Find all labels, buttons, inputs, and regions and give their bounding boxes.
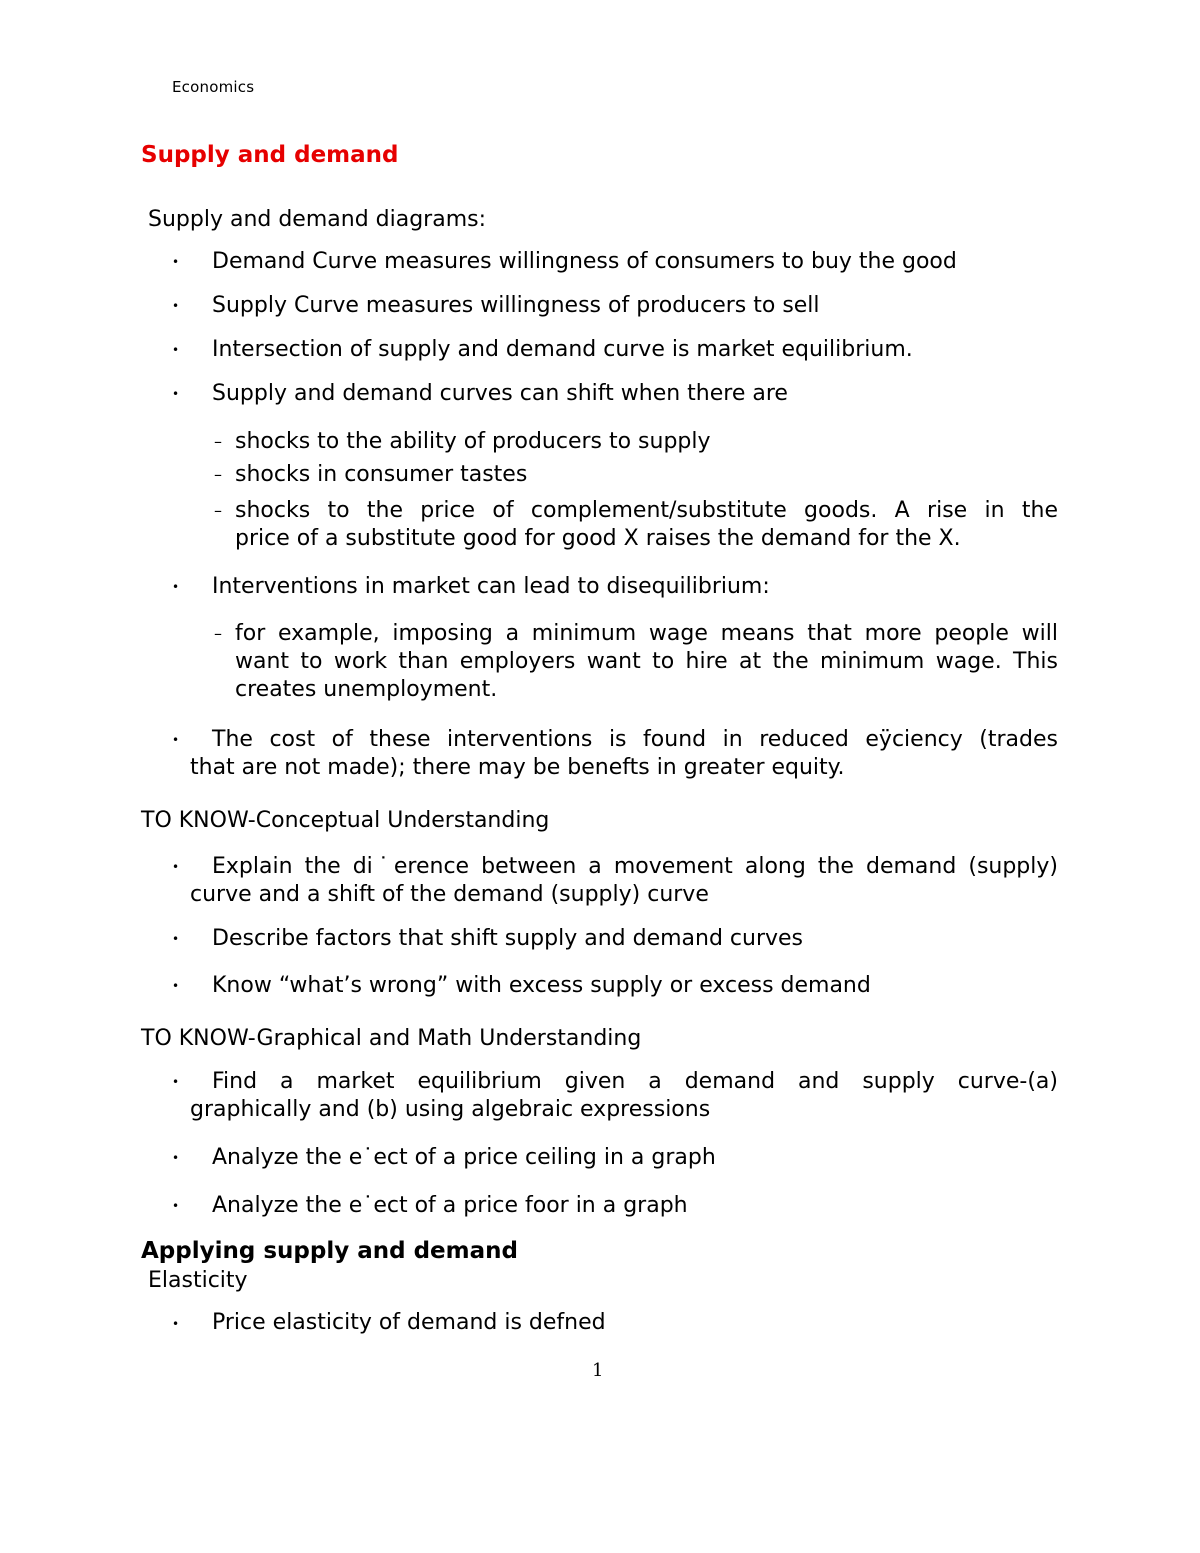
sub-list-item: shocks to the price of complement/substitute goods. A rise in the — [235, 498, 1058, 523]
list-item: Intersection of supply and demand curve is market equilibrium. — [212, 337, 913, 362]
list-item-continued: graphically and (b) using algebraic expressions — [190, 1097, 711, 1122]
dash-icon: – — [214, 624, 222, 643]
list-item: Explain the di˙erence between a movement along the demand (supply) — [212, 854, 1058, 879]
list-item: Interventions in market can lead to disequilibrium: — [212, 574, 770, 599]
bullet-icon: • — [172, 860, 180, 874]
list-item: The cost of these interventions is found in reduced eÿciency (trades — [212, 727, 1058, 752]
sub-list-item-continued: creates unemployment. — [235, 677, 498, 702]
bullet-icon: • — [172, 255, 180, 269]
list-item: Analyze the e˙ect of a price ceiling in a graph — [212, 1145, 716, 1170]
intro-text: Supply and demand diagrams: — [148, 207, 487, 232]
section-heading-conceptual: TO KNOW-Conceptual Understanding — [141, 808, 550, 833]
bullet-icon: • — [172, 580, 180, 594]
bullet-icon: • — [172, 932, 180, 946]
list-item: Price elasticity of demand is defned — [212, 1310, 606, 1335]
list-item: Analyze the e˙ect of a price foor in a graph — [212, 1193, 688, 1218]
sub-list-item: shocks in consumer tastes — [235, 462, 528, 487]
list-item: Describe factors that shift supply and demand curves — [212, 926, 804, 951]
bullet-icon: • — [172, 733, 180, 747]
bullet-icon: • — [172, 979, 180, 993]
bullet-icon: • — [172, 1199, 180, 1213]
running-header: Economics — [172, 78, 255, 96]
sub-list-item: shocks to the ability of producers to supply — [235, 429, 711, 454]
dash-icon: – — [214, 501, 222, 520]
section-title-supply-demand: Supply and demand — [141, 142, 399, 168]
bullet-icon: • — [172, 343, 180, 357]
section-heading-graphical: TO KNOW-Graphical and Math Understanding — [141, 1026, 642, 1051]
page-number: 1 — [592, 1360, 604, 1381]
list-item: Find a market equilibrium given a demand and supply curve-(a) — [212, 1069, 1058, 1094]
bullet-icon: • — [172, 1317, 180, 1331]
list-item: Know “what’s wrong” with excess supply or excess demand — [212, 973, 871, 998]
list-item-continued: curve and a shift of the demand (supply) curve — [190, 882, 709, 907]
bullet-icon: • — [172, 299, 180, 313]
list-item: Supply and demand curves can shift when there are — [212, 381, 788, 406]
list-item-continued: that are not made); there may be benefts in greater equity. — [190, 755, 845, 780]
list-item: Supply Curve measures willingness of producers to sell — [212, 293, 820, 318]
dash-icon: – — [214, 432, 222, 451]
subheading-elasticity: Elasticity — [148, 1268, 248, 1293]
sub-list-item-continued: price of a substitute good for good X raises the demand for the X. — [235, 526, 961, 551]
sub-list-item-continued: want to work than employers want to hire at the minimum wage. This — [235, 649, 1058, 674]
bullet-icon: • — [172, 387, 180, 401]
sub-list-item: for example, imposing a minimum wage means that more people will — [235, 621, 1058, 646]
bullet-icon: • — [172, 1151, 180, 1165]
bullet-icon: • — [172, 1075, 180, 1089]
dash-icon: – — [214, 465, 222, 484]
list-item: Demand Curve measures willingness of consumers to buy the good — [212, 249, 957, 274]
section-heading-applying: Applying supply and demand — [141, 1238, 518, 1264]
